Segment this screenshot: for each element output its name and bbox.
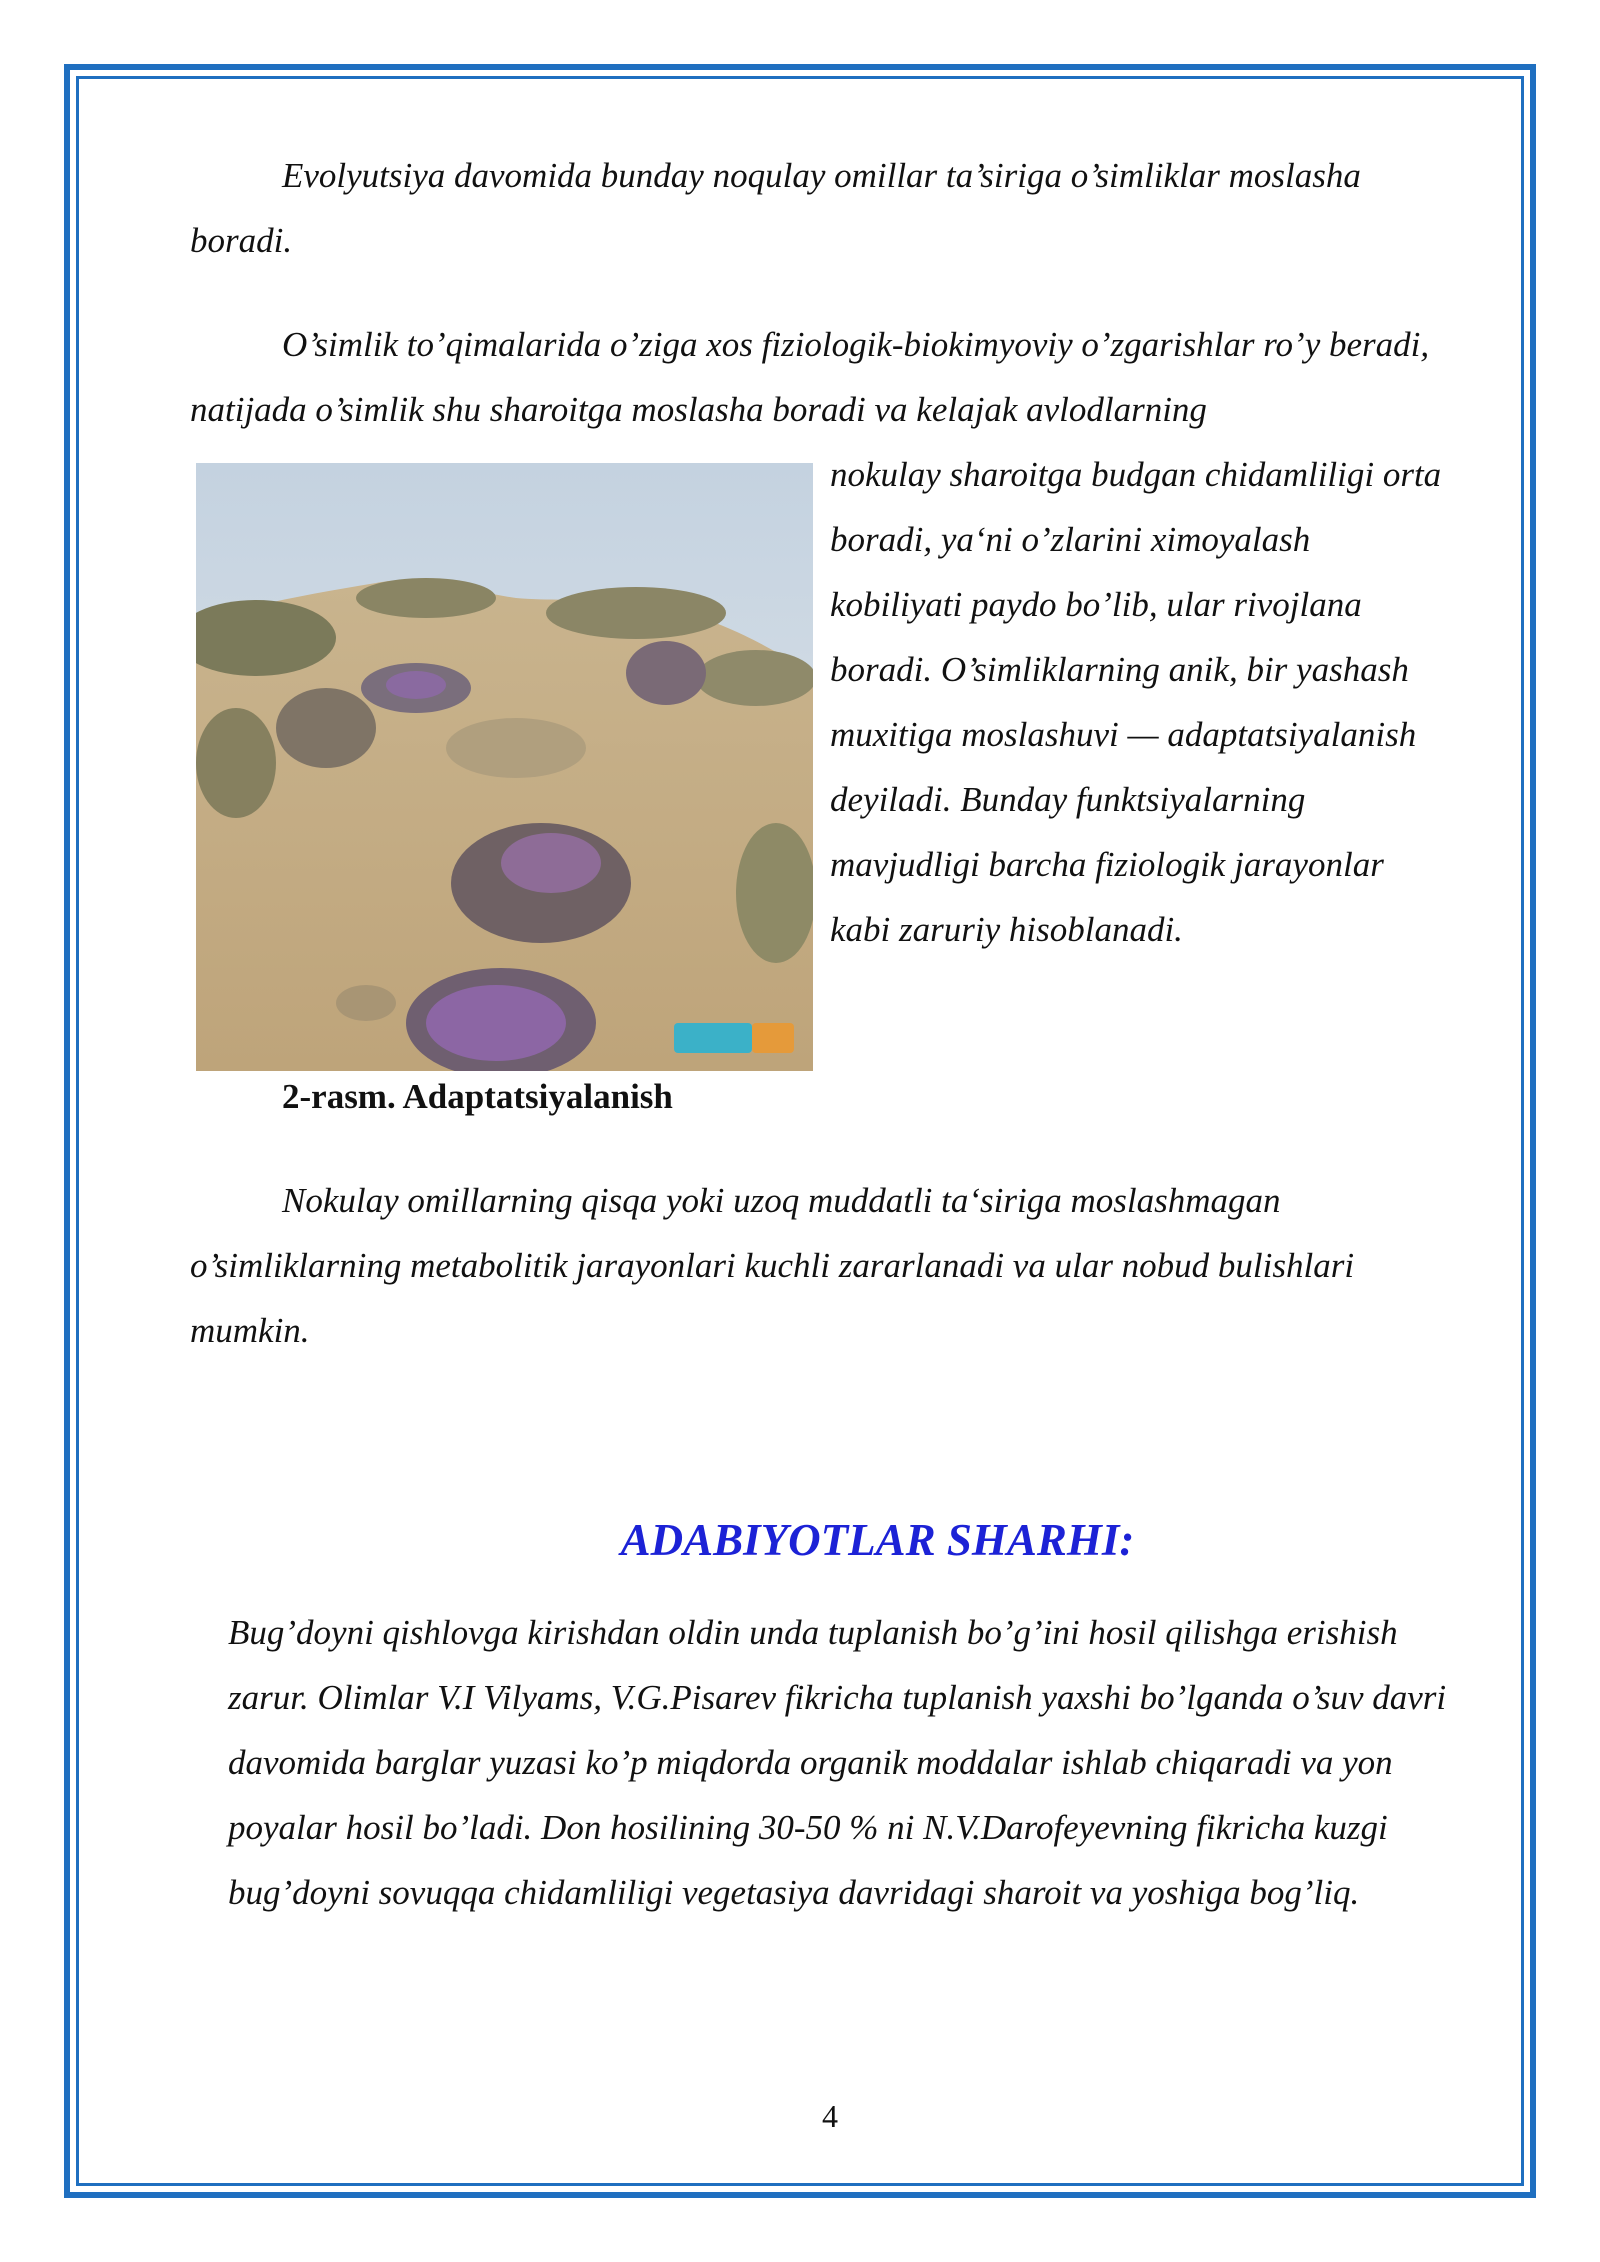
paragraph-unadapted-plants: Nokulay omillarning qisqa yoki uzoq muddatli ta‘siriga moslashmagan o’simliklarning metabolitik jarayonlari kuchli zararlanadi va ular nobud bulishlari mumkin. [190,1181,1355,1350]
section-heading: ADABIYOTLAR SHARHI: [620,1515,1135,1565]
figure-caption: 2-rasm. Adaptatsiyalanish [282,1077,673,1116]
paragraph-literature-review: Bug’doyni qishlovga kirishdan oldin unda tuplanish bo’g’ini hosil qilishga erishish zarur. Olimlar V.I Vilyams, V.G.Pisarev fikricha tuplanish yaxshi bo’lganda o’suv davri davomida barglar yuzasi ko’p miqdorda organik moddalar ishlab chiqaradi va yon poyalar hosil bo’ladi. Don hosilining 30-50 % ni N.V.Darofeyevning fikricha kuzgi bug’doyni sovuqqa chidamliligi vegetasiya davridagi sharoit va yoshiga bog’liq. [228,1613,1447,1912]
adaptation-photo [196,463,813,1071]
paragraph-evolution: Evolyutsiya davomida bunday noqulay omillar ta’siriga o’simliklar moslasha boradi. [190,156,1361,260]
paragraph-tissue-changes: O’simlik to’qimalarida o’ziga xos fiziologik-biokimyoviy o’zgarishlar ro’y beradi, natijada o’simlik shu sharoitga moslasha boradi va kelajak avlodlarning [190,325,1430,429]
wrapped-paragraph-adaptation: nokulay sharoitga budgan chidamliligi orta boradi, ya‘ni o’zlarini ximoyalash kobiliyati paydo bo’lib, ular rivojlana boradi. O’simliklarning anik, bir yashash muxitiga moslashuvi — adaptatsiyalanish deyiladi. Bunday funktsiyalarning mavjudligi barcha fiziologik jarayonlar kabi zaruriy hisoblanadi. [830,455,1442,949]
page-number: 4 [822,2098,838,2134]
